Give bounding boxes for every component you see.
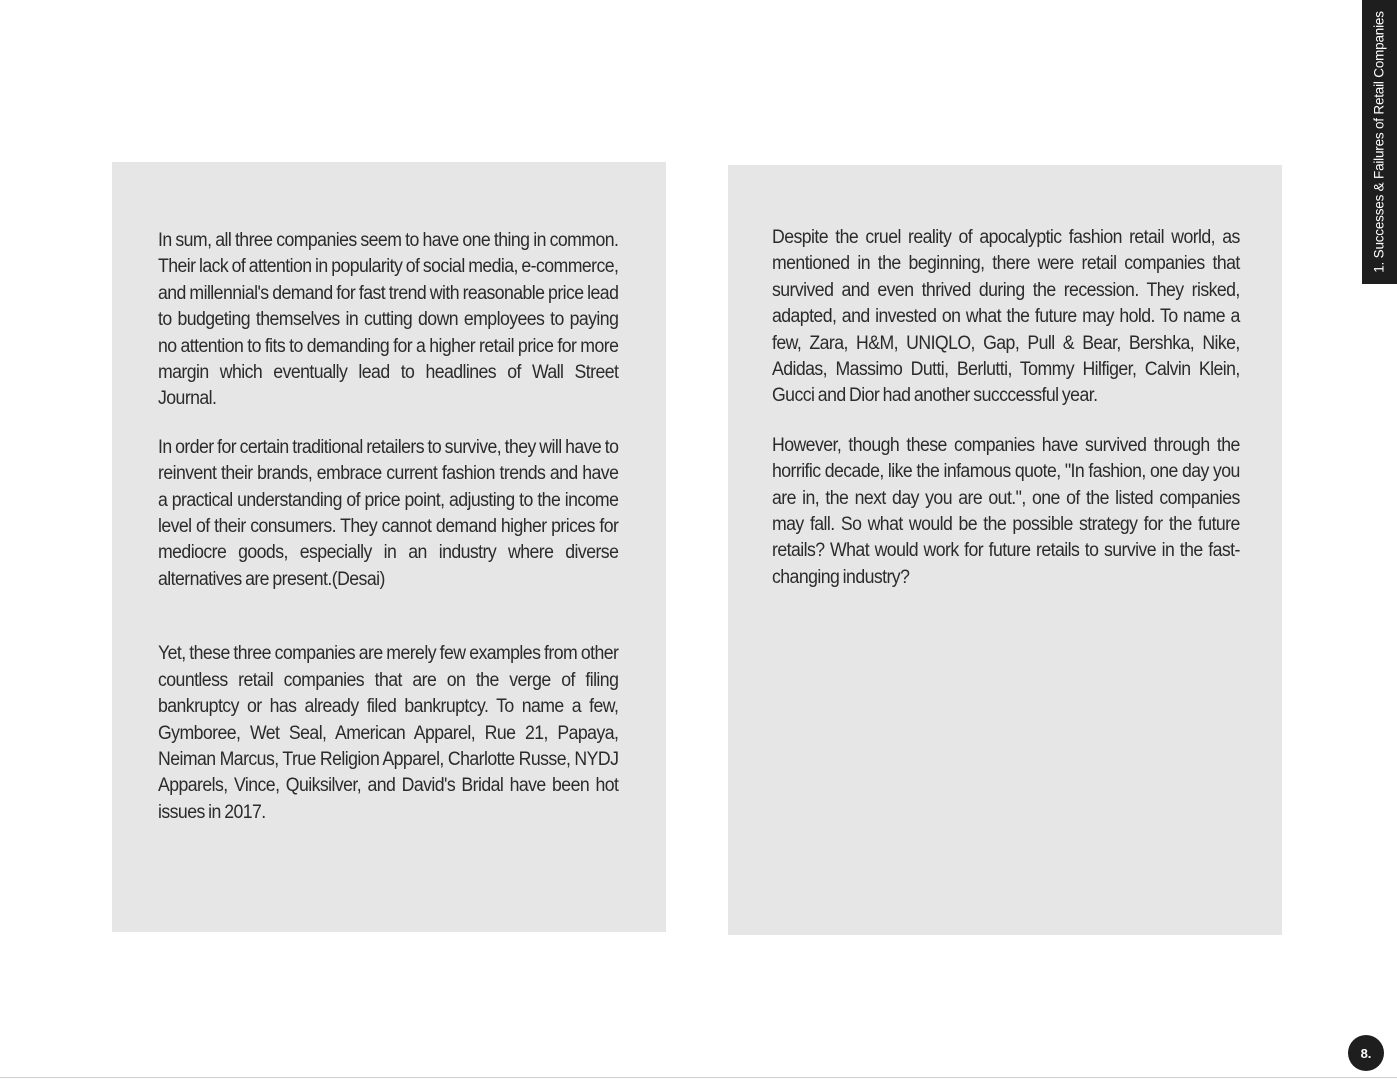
right-text-panel	[728, 165, 1282, 935]
paragraph-future-strategy: However, though these companies have survived through the horrific decade, like the infamous quote, "In fashion, one day you are in, the next day you are out.", one of the listed companies may fall. So what would be the possible strategy for the future retails? What would work for future retails to survive in the fast-changing industry?	[772, 434, 1240, 588]
paragraph-summary: In sum, all three companies seem to have one thing in common. Their lack of attention in popularity of social media, e-commerce, and millennial's demand for fast trend with reasonable price lead to budgeting themselves in cutting down employees to paying no attention to fits to demanding for a higher retail price for more margin which eventually lead to headlines of Wall Street Journal.	[158, 230, 619, 410]
paragraph-survival: In order for certain traditional retailers to survive, they will have to reinvent their brands, embrace current fashion trends and have a practical understanding of price point, adjusting to the income level of their consumers. They cannot demand higher prices for mediocre goods, especially in an industry where diverse alternatives are present.(Desai)	[158, 436, 619, 590]
chapter-side-tab	[1362, 0, 1397, 284]
chapter-title: 1. Successes & Failures of Retail Companies	[1371, 11, 1387, 273]
page-number-badge: 8.	[1348, 1035, 1384, 1071]
bottom-divider	[0, 1077, 1397, 1078]
left-text-panel	[112, 162, 666, 932]
paragraph-bankruptcies: Yet, these three companies are merely few examples from other countless retail companies that are on the verge of filing bankruptcy or has already filed bankruptcy. To name a few, Gymboree, Wet Seal, American Apparel, Rue 21, Papaya, Neiman Marcus, True Religion Apparel, Charlotte Russe, NYDJ Apparels, Vince, Quiksilver, and David's Bridal have been hot issues in 2017.	[158, 643, 619, 823]
paragraph-thrived: Despite the cruel reality of apocalyptic fashion retail world, as mentioned in the beginning, there were retail companies that survived and even thrived during the recession. They risked, adapted, and invested on what the future may hold. To name a few, Zara, H&M, UNIQLO, Gap, Pull & Bear, Bershka, Nike, Adidas, Massimo Dutti, Berlutti, Tommy Hilfiger, Calvin Klein, Gucci and Dior had another succcessful year.	[772, 227, 1240, 407]
